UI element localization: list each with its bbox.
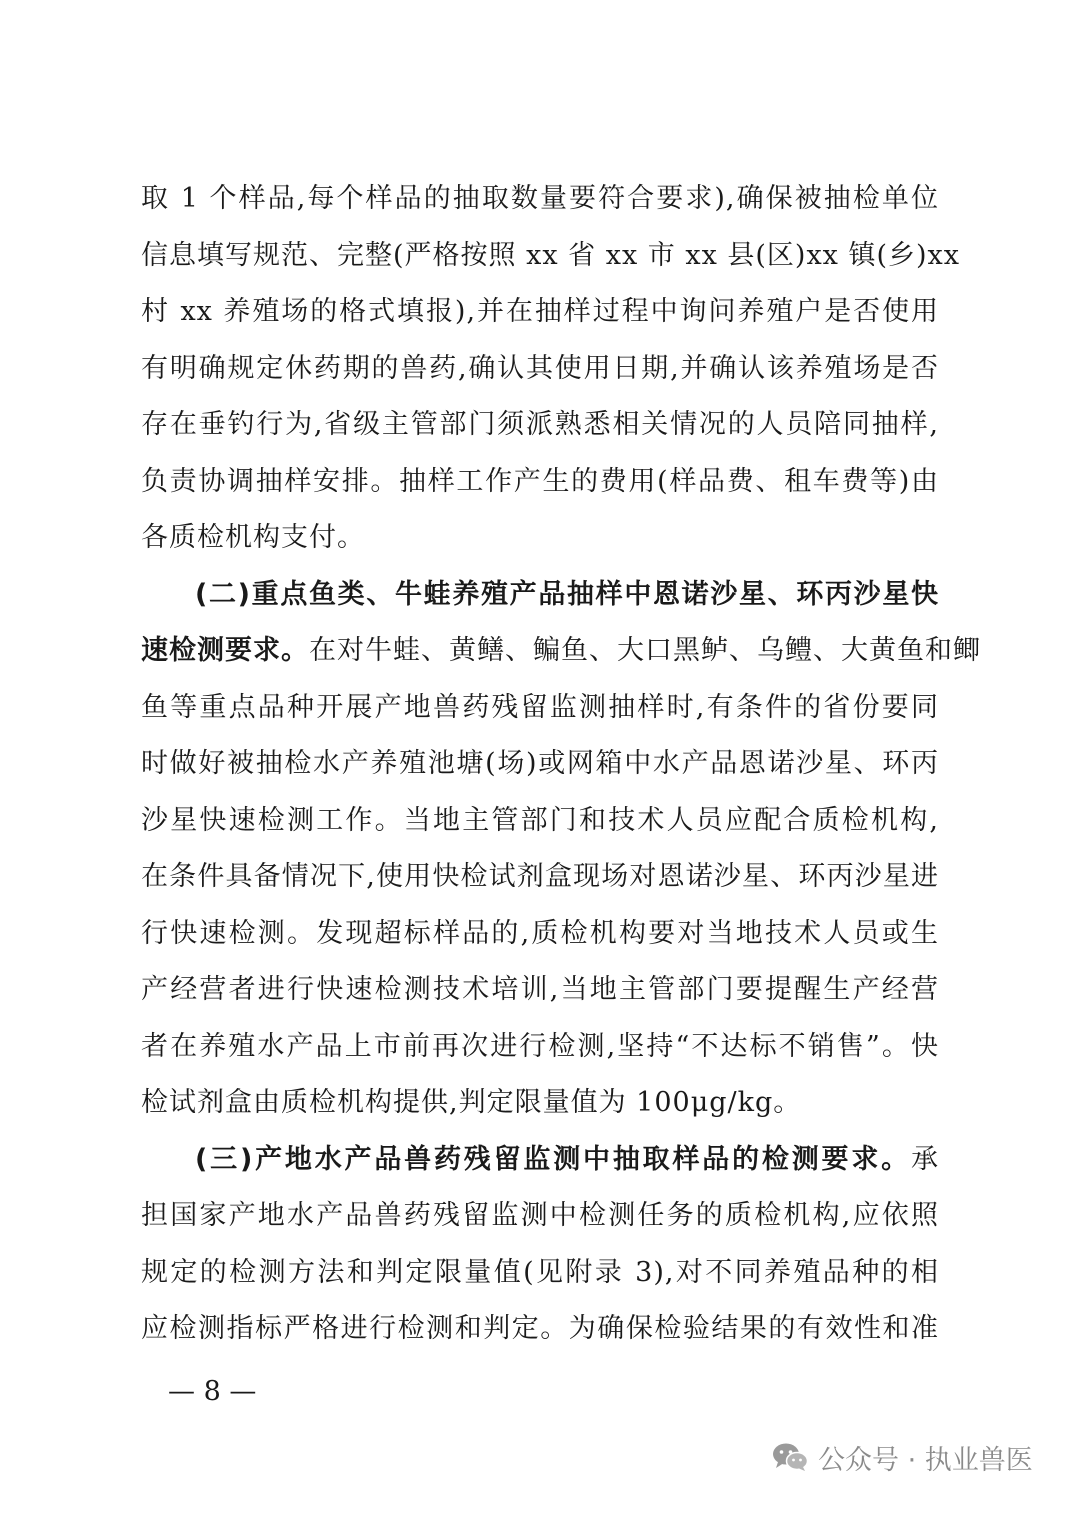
text-line: 村 xx 养殖场的格式填报),并在抽样过程中询问养殖户是否使用 [141,296,939,327]
text-line: 产经营者进行快速检测技术培训,当地主管部门要提醒生产经营 [141,974,939,1005]
text-line [141,623,981,679]
text-line: 者在养殖水产品上市前再次进行检测,坚持“不达标不销售”。快 [141,1031,939,1062]
text-line: 信息填写规范、完整(严格按照 xx 省 xx 市 xx 县(区)xx 镇(乡)xx [141,240,961,271]
text-line: 有明确规定休药期的兽药,确认其使用日期,并确认该养殖场是否 [141,353,939,384]
text-line: 检试剂盒由质检机构提供,判定限量值为 100μg/kg。 [141,1087,802,1118]
text-line: 鱼等重点品种开展产地兽药残留监测抽样时,有条件的省份要同 [141,692,939,723]
section-heading-tail: 速检测要求。 [141,635,309,666]
text-line: 规定的检测方法和判定限量值(见附录 3),对不同养殖品种的相 [141,1257,939,1288]
text-line: 应检测指标严格进行检测和判定。为确保检验结果的有效性和准 [141,1313,939,1344]
page-number: — 8 — [168,1376,257,1407]
watermark [772,1437,1033,1477]
text-span: 在对牛蛙、黄鳝、鳊鱼、大口黑鲈、乌鳢、大黄鱼和鲫 [309,635,981,666]
text-line: 在条件具备情况下,使用快检试剂盒现场对恩诺沙星、环丙沙星进 [141,861,939,892]
text-line: 负责协调抽样安排。抽样工作产生的费用(样品费、租车费等)由 [141,466,939,497]
text-line: 存在垂钓行为,省级主管部门须派熟悉相关情况的人员陪同抽样, [141,409,939,440]
watermark-text: 公众号 · 执业兽医 [818,1444,1033,1476]
text-line: 行快速检测。发现超标样品的,质检机构要对当地技术人员或生 [141,918,939,949]
text-line: 担国家产地水产品兽药残留监测中检测任务的质检机构,应依照 [141,1200,939,1231]
text-line: 时做好被抽检水产养殖池塘(场)或网箱中水产品恩诺沙星、环丙 [141,748,939,779]
section-heading: (三)产地水产品兽药残留监测中抽取样品的检测要求。 [195,1144,911,1175]
text-line [195,1132,939,1188]
section-heading: (二)重点鱼类、牛蛙养殖产品抽样中恩诺沙星、环丙沙星快 [195,579,939,610]
text-line: 取 1 个样品,每个样品的抽取数量要符合要求),确保被抽检单位 [141,183,939,214]
text-span: 承 [911,1144,939,1175]
text-line: 沙星快速检测工作。当地主管部门和技术人员应配合质检机构, [141,805,939,836]
wechat-icon [772,1442,808,1472]
text-line: 各质检机构支付。 [141,522,365,553]
